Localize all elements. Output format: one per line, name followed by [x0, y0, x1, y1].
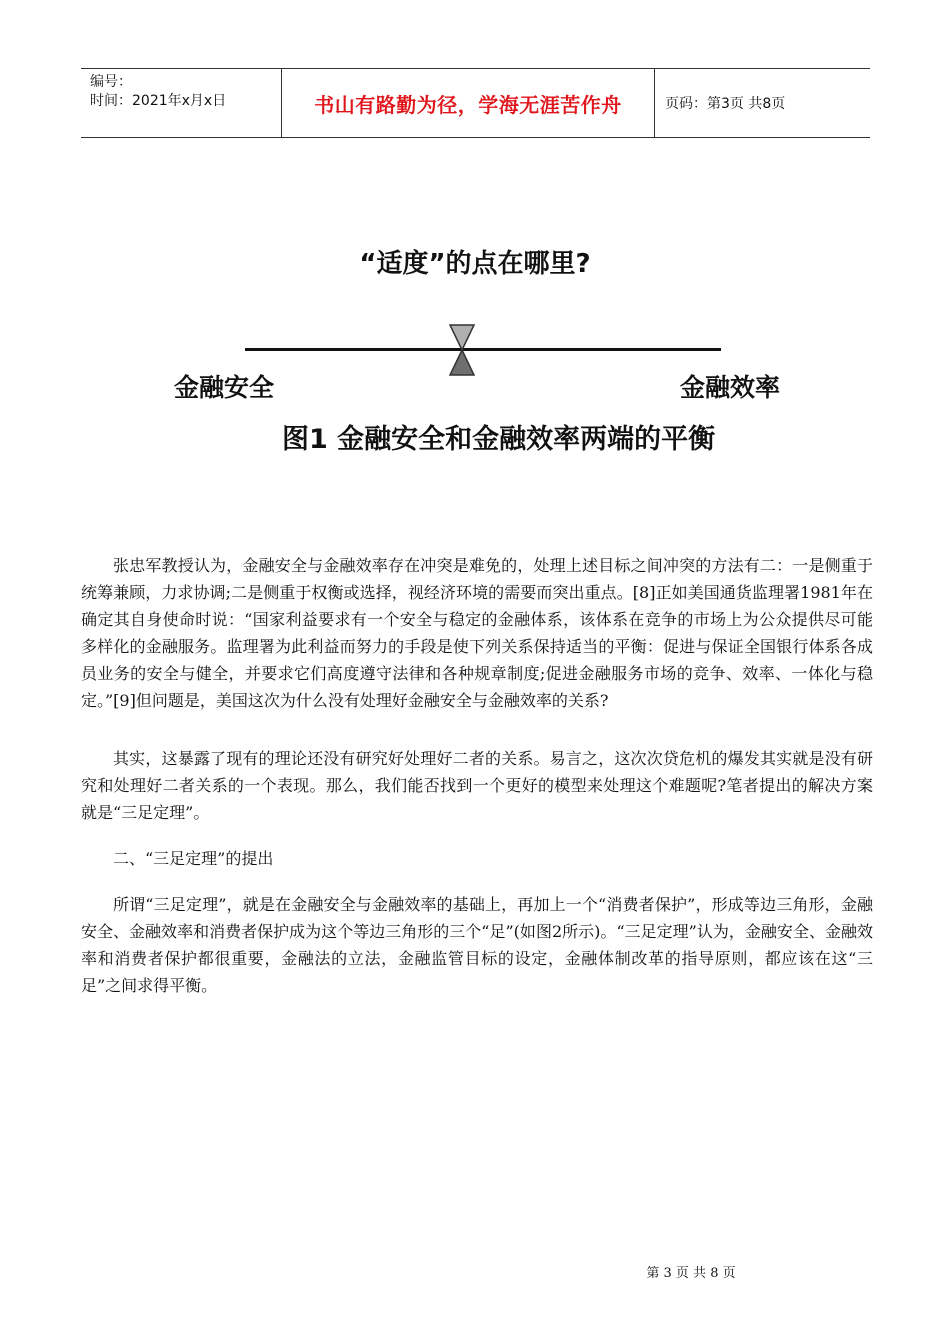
- header-middle-cell: [282, 69, 654, 137]
- header-page-number: 页码：第3页 共8页: [665, 96, 786, 112]
- body-paragraph: 其实，这暴露了现有的理论还没有研究好处理好二者的关系。易言之，这次次贷危机的爆发其实就是没有研究和处理好二者关系的一个表现。那么，我们能否找到一个更好的模型来处理这个难题呢?笔者提出的解决方案就是“三足定理”。: [81, 749, 873, 822]
- header-table: [81, 68, 870, 138]
- body-paragraph: 张忠军教授认为，金融安全与金融效率存在冲突是难免的，处理上述目标之间冲突的方法有二：一是侧重于统筹兼顾，力求协调;二是侧重于权衡或选择，视经济环境的需要而突出重点。[8]正如美国通货监理署1981年在确定其自身使命时说：“国家利益要求有一个安全与稳定的金融体系，该体系在竞争的市场上为公众提供尽可能多样化的金融服务。监理署为此利益而努力的手段是使下列关系保持适当的平衡：促进与保证全国银行体系各成员业务的安全与健全，并要求它们高度遵守法律和各种规章制度;促进金融服务市场的竞争、效率、一体化与稳定。”[9]但问题是，美国这次为什么没有处理好金融安全与金融效率的关系?: [81, 556, 873, 710]
- balance-beam: [245, 348, 721, 351]
- document-number-label: 编号：: [90, 74, 132, 90]
- figure-left-label: 金融安全: [174, 373, 275, 402]
- figure-right-label: 金融效率: [680, 373, 781, 402]
- section-heading: 二、“三足定理”的提出: [113, 849, 274, 868]
- body-paragraph: 所谓“三足定理”，就是在金融安全与金融效率的基础上，再加上一个“消费者保护”，形成等边三角形，金融安全、金融效率和消费者保护成为这个等边三角形的三个“足”(如图2所示)。“三足定理”认为，金融安全、金融效率和消费者保护都很重要，金融法的立法，金融监管目标的设定，金融体制改革的指导原则，都应该在这“三足”之间求得平衡。: [81, 895, 873, 995]
- page-footer: [0, 1262, 950, 1281]
- figure-caption: 图1 金融安全和金融效率两端的平衡: [282, 424, 716, 455]
- balance-figure: [160, 225, 790, 470]
- document-date-label: 时间：2021年x月x日: [90, 93, 227, 109]
- figure-question: “适度”的点在哪里?: [359, 249, 591, 279]
- hourglass-icon: [449, 323, 475, 377]
- header-right-cell: [655, 69, 870, 137]
- footer-page-number: 第 3 页 共 8 页: [646, 1266, 736, 1281]
- header-motto: 书山有路勤为径，学海无涯苦作舟: [314, 92, 622, 117]
- header-left-cell: [81, 69, 281, 137]
